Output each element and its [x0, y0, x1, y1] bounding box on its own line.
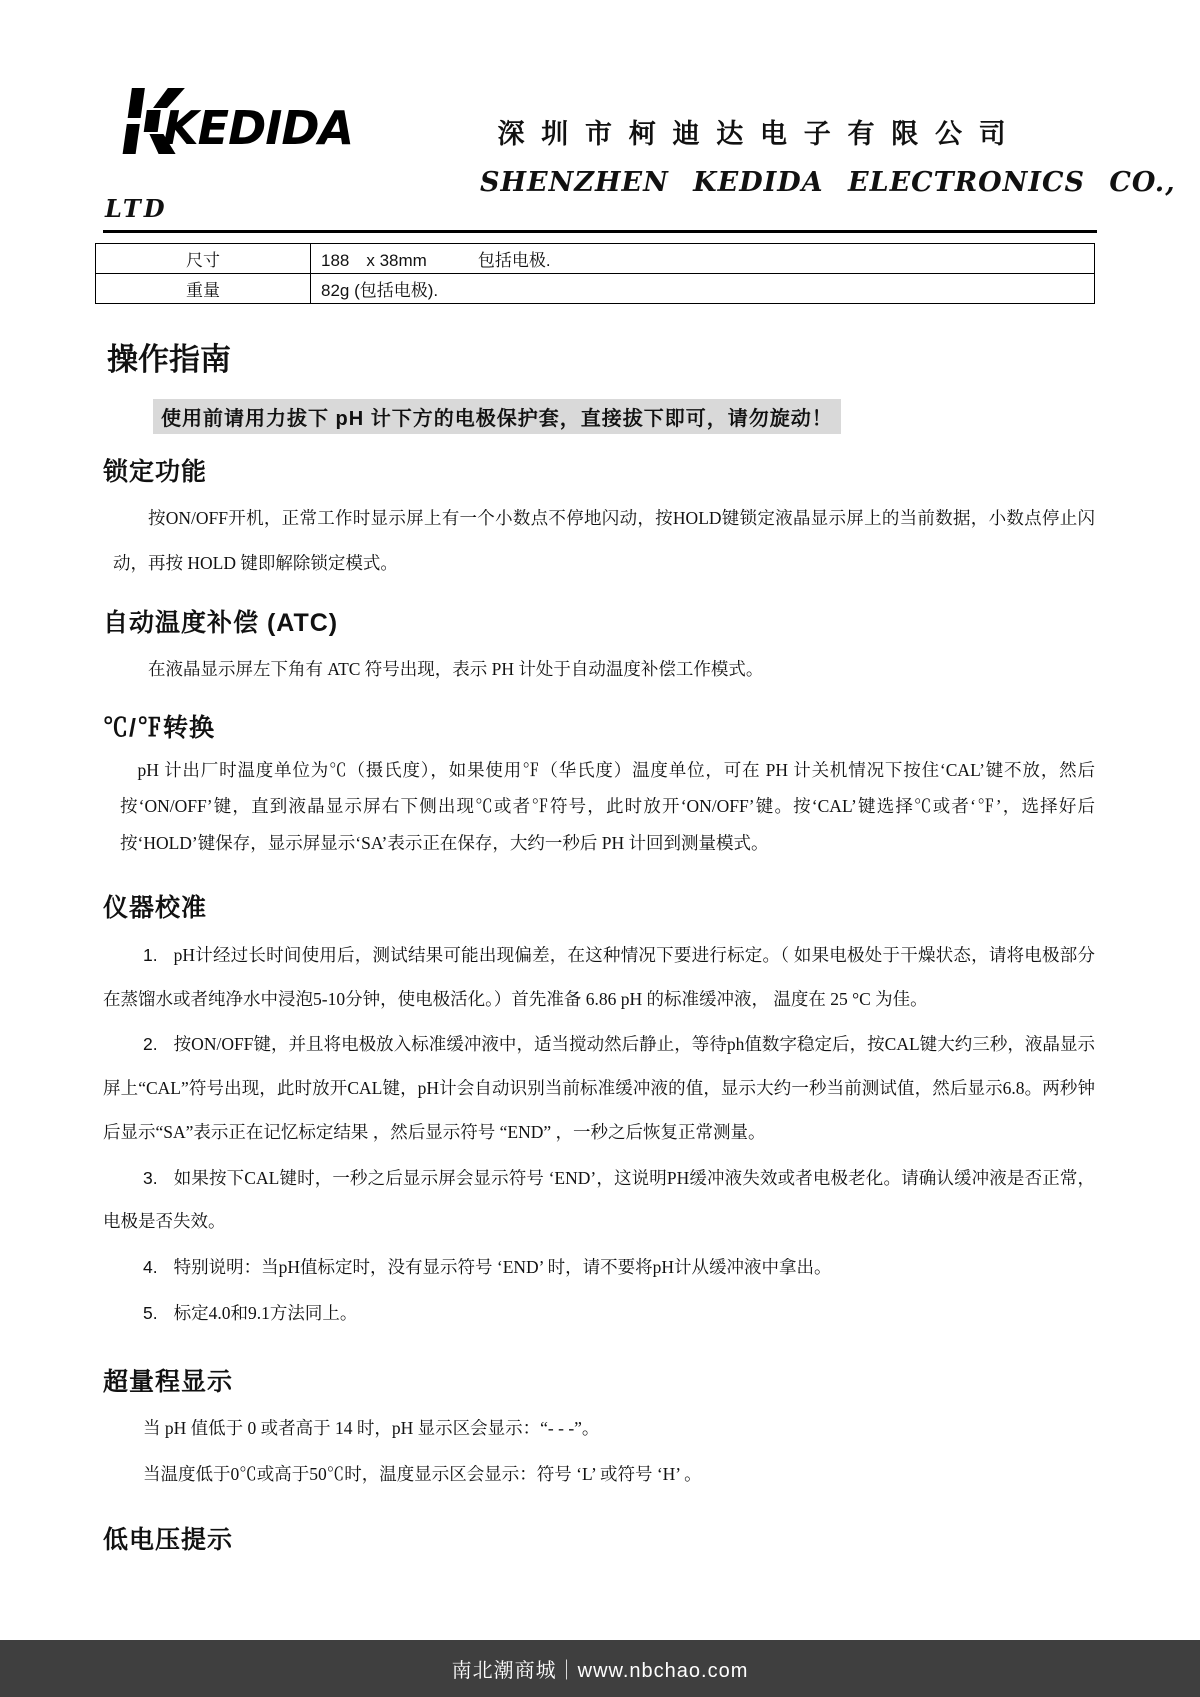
footer-bar — [0, 1640, 1200, 1697]
section-heading-low-voltage: 低电压提示 — [103, 1526, 234, 1554]
warning-text: 使用前请用力拔下 pH 计下方的电极保护套，直接拔下即可，请勿旋动！ — [153, 399, 841, 434]
kedida-logo-mark — [105, 80, 355, 164]
list-item — [103, 934, 1095, 1022]
paragraph-cf-convert: pH 计出厂时温度单位为℃（摄氏度），如果使用℉（华氏度）温度单位，可在 PH 计关机情况下按住‘CAL’键不放，然后按‘ON/OFF’键，直到液晶显示屏右下侧出现℃或者℉符号，此时放开‘ON/OFF’键。按‘CAL’键选择℃或者‘℉’，选择好后按‘HOLD’键保存，显示屏显示‘SA’表示正在保存，大约一秒后 PH 计回到测量模式。 — [120, 759, 1095, 853]
page-title: 操作指南 — [107, 342, 231, 377]
list-item-number: 5. — [143, 1302, 158, 1323]
list-item — [103, 1157, 1095, 1245]
list-item-number: 3. — [143, 1167, 158, 1188]
list-item-text: pH计经过长时间使用后，测试结果可能出现偏差，在这种情况下要进行标定。（ 如果电极处于干燥状态，请将电极部分在蒸馏水或者纯净水中浸泡5-10分钟，使电极活化。）首先准备 6.86 pH 的标准缓冲液， 温度在 25 °C 为佳。 — [103, 944, 1095, 1009]
list-item-text: 特别说明：当pH值标定时，没有显示符号 ‘END’ 时，请不要将pH计从缓冲液中拿出。 — [173, 1257, 832, 1277]
list-item — [103, 1246, 1095, 1290]
calibration-list — [103, 934, 1095, 1336]
spec-table — [95, 243, 1095, 304]
section-heading-cf-convert: ℃/℉转换 — [103, 713, 215, 742]
spec-label-weight: 重量 — [96, 274, 311, 304]
list-item-text: 标定4.0和9.1方法同上。 — [173, 1302, 358, 1323]
section-heading-atc: 自动温度补偿 (ATC) — [103, 609, 339, 638]
list-item — [103, 1292, 1095, 1336]
section-heading-overrange: 超量程显示 — [103, 1367, 234, 1396]
company-name-chinese: 深圳市柯迪达电子有限公司 — [497, 119, 1023, 149]
company-name-ltd: LTD — [105, 194, 168, 223]
list-item-text: 如果按下CAL键时，一秒之后显示屏会显示符号 ‘END’，这说明PH缓冲液失效或者电极老化。请确认缓冲液是否正常，电极是否失效。 — [103, 1167, 1095, 1232]
table-row — [96, 274, 1095, 304]
warning-row — [153, 399, 1095, 434]
list-item-number: 2. — [143, 1034, 158, 1055]
spec-value-size: 188 x 38mm 包括电极. — [311, 244, 1095, 274]
company-name-english: SHENZHEN KEDIDA ELECTRONICS CO., — [480, 167, 1176, 198]
list-item-number: 1. — [143, 944, 158, 965]
list-item-number: 4. — [143, 1257, 158, 1277]
main-content — [95, 243, 1095, 1556]
section-heading-lock: 锁定功能 — [103, 458, 208, 486]
header-rule — [103, 230, 1097, 233]
section-heading-calibration: 仪器校准 — [103, 893, 208, 922]
footer-text: 南北潮商城｜www.nbchao.com — [451, 1660, 749, 1682]
spec-value-weight: 82g (包括电极). — [311, 274, 1095, 304]
list-item — [103, 1023, 1095, 1154]
company-block — [480, 112, 1176, 198]
list-item-text: 按ON/OFF键，并且将电极放入标准缓冲液中，适当搅动然后静止，等待ph值数字稳定后，按CAL键大约三秒，液晶显示屏上“CAL”符号出现，此时放开CAL键，pH计会自动识别当前标准缓冲液的值，显示大约一秒当前测试值，然后显示6.8。两秒钟后显示“SA”表示正在记忆标定结果 ，然后显示符号 “END” ，一秒之后恢复正常测量。 — [103, 1034, 1095, 1142]
kedida-logo — [105, 80, 355, 169]
paragraph-atc: 在液晶显示屏左下角有 ATC 符号出现，表示 PH 计处于自动温度补偿工作模式。 — [148, 659, 764, 680]
logo-text: KEDIDA — [163, 101, 354, 155]
table-row — [96, 244, 1095, 274]
paragraph-lock: 按ON/OFF开机，正常工作时显示屏上有一个小数点不停地闪动，按HOLD键锁定液晶显示屏上的当前数据，小数点停止闪动，再按 HOLD 键即解除锁定模式。 — [113, 508, 1095, 573]
paragraph-overrange-temp: 当温度低于0℃或高于50℃时，温度显示区会显示：符号 ‘L’ 或符号 ‘H’ 。 — [143, 1463, 702, 1484]
spec-label-size: 尺寸 — [96, 244, 311, 274]
paragraph-overrange-ph: 当 pH 值低于 0 或者高于 14 时，pH 显示区会显示：“- - -”。 — [143, 1417, 600, 1438]
